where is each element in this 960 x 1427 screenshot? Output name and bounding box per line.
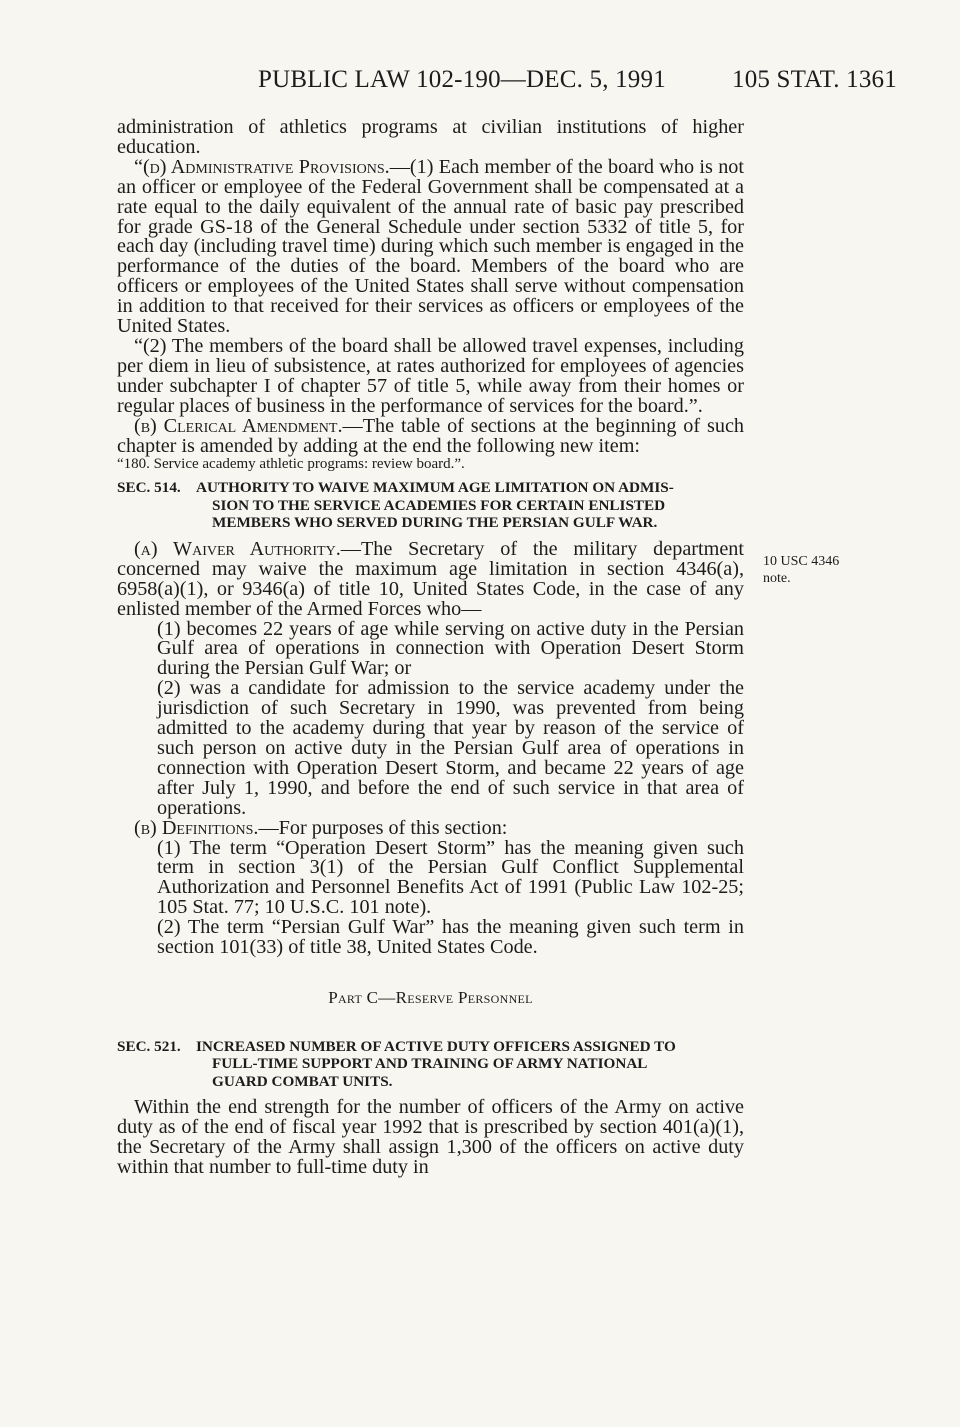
paragraph: (1) The term “Operation Desert Storm” has the meaning given such term in section 3(1) of the Persian Gulf Conflict Supplemental Authorization and Personnel Benefits Act of 1991 (Public Law 102-25; 105 Stat. 77; 10 U.S.C. 101 note). <box>157 836 744 919</box>
subsection-heading: (b) Definitions. <box>134 816 259 839</box>
paragraph: (2) was a candidate for admission to the service academy under the jurisdiction of such Secretary in 1990, was prevented from being admitted to the academy during that year by reason of the service of such person on active duty in the Persian Gulf area of operations in connection with Operation Desert Storm, and became 22 years of age after July 1, 1990, and before the end of such service in that area of operations. <box>157 677 744 819</box>
paragraph: “(2) The members of the board shall be allowed travel expenses, including per diem in lieu of subsistence, at rates authorized for employees of agencies under subchapter I of chapter 57 of title 5, while away from their homes or regular places of business in the performance of services for the board.”. <box>117 334 744 417</box>
paragraph-text: —For purposes of this section: <box>258 816 508 839</box>
paragraph <box>117 155 744 338</box>
paragraph-text: —The Secretary of the military department concerned may waive the maximum age limitation in section 4346(a), 6958(a)(1), or 9346(a) of title 10, United States Code, in the case of any enlisted member of the Armed Forces who— <box>117 537 744 620</box>
running-header-page: 105 STAT. 1361 <box>732 66 897 93</box>
document-body <box>117 118 744 1178</box>
section-heading-514 <box>117 479 744 532</box>
section-title-line: INCREASED NUMBER OF ACTIVE DUTY OFFICERS ASSIGNED TO <box>196 1037 676 1055</box>
subsection-heading: (b) Clerical Amendment. <box>134 414 343 437</box>
section-title-line: AUTHORITY TO WAIVE MAXIMUM AGE LIMITATION ON ADMIS- <box>196 479 674 497</box>
paragraph-text: —(1) Each member of the board who is not an officer or employee of the Federal Government shall be compensated at a rate equal to the daily equivalent of the annual rate of basic pay prescribed for grade GS-18 of the General Schedule under section 5332 of title 5, for each day (including travel time) during which such member is engaged in the performance of the duties of the board. Members of the board who are officers or employees of the United States shall serve without compensation in addition to that received for their services as officers or employees of the United States. <box>117 155 744 338</box>
paragraph: administration of athletics programs at civilian institutions of higher education. <box>117 116 744 158</box>
margin-note-citation: 10 USC 4346 <box>763 554 840 569</box>
part-heading: Part C—Reserve Personnel <box>328 987 533 1007</box>
subsection-heading: “(d) Administrative Provisions. <box>134 155 390 178</box>
section-title-line: FULL-TIME SUPPORT AND TRAINING OF ARMY NATIONAL <box>212 1055 648 1073</box>
paragraph: (2) The term “Persian Gulf War” has the meaning given such term in section 101(33) of title 38, United States Code. <box>157 916 744 959</box>
section-title-line: SION TO THE SERVICE ACADEMIES FOR CERTAIN ENLISTED <box>212 496 666 514</box>
subsection-heading: (a) Waiver Authority. <box>134 537 341 560</box>
paragraph: Within the end strength for the number of officers of the Army on active duty as of the end of fiscal year 1992 that is prescribed by section 401(a)(1), the Secretary of the Army shall assign 1,300 of the officers on active duty within that number to full-time duty in <box>117 1096 744 1179</box>
margin-note <box>763 553 873 587</box>
section-number: SEC. 514. <box>117 479 181 497</box>
section-number: SEC. 521. <box>117 1037 181 1055</box>
paragraph <box>117 816 744 839</box>
margin-note-label: note. <box>763 571 791 586</box>
section-title-line: MEMBERS WHO SERVED DURING THE PERSIAN GULF WAR. <box>212 514 658 532</box>
section-heading-521 <box>117 1038 744 1091</box>
running-header-title: PUBLIC LAW 102-190—DEC. 5, 1991 <box>258 66 666 93</box>
paragraph <box>117 414 745 457</box>
table-of-sections-item: “180. Service academy athletic programs: review board.”. <box>117 456 465 473</box>
section-title-line: GUARD COMBAT UNITS. <box>212 1072 393 1090</box>
paragraph <box>117 537 744 620</box>
paragraph: (1) becomes 22 years of age while serving on active duty in the Persian Gulf area of operations in connection with Operation Desert Storm during the Persian Gulf War; or <box>157 617 744 680</box>
paragraph-text: —The table of sections at the beginning of such chapter is amended by adding at the end the following new item: <box>117 414 745 457</box>
